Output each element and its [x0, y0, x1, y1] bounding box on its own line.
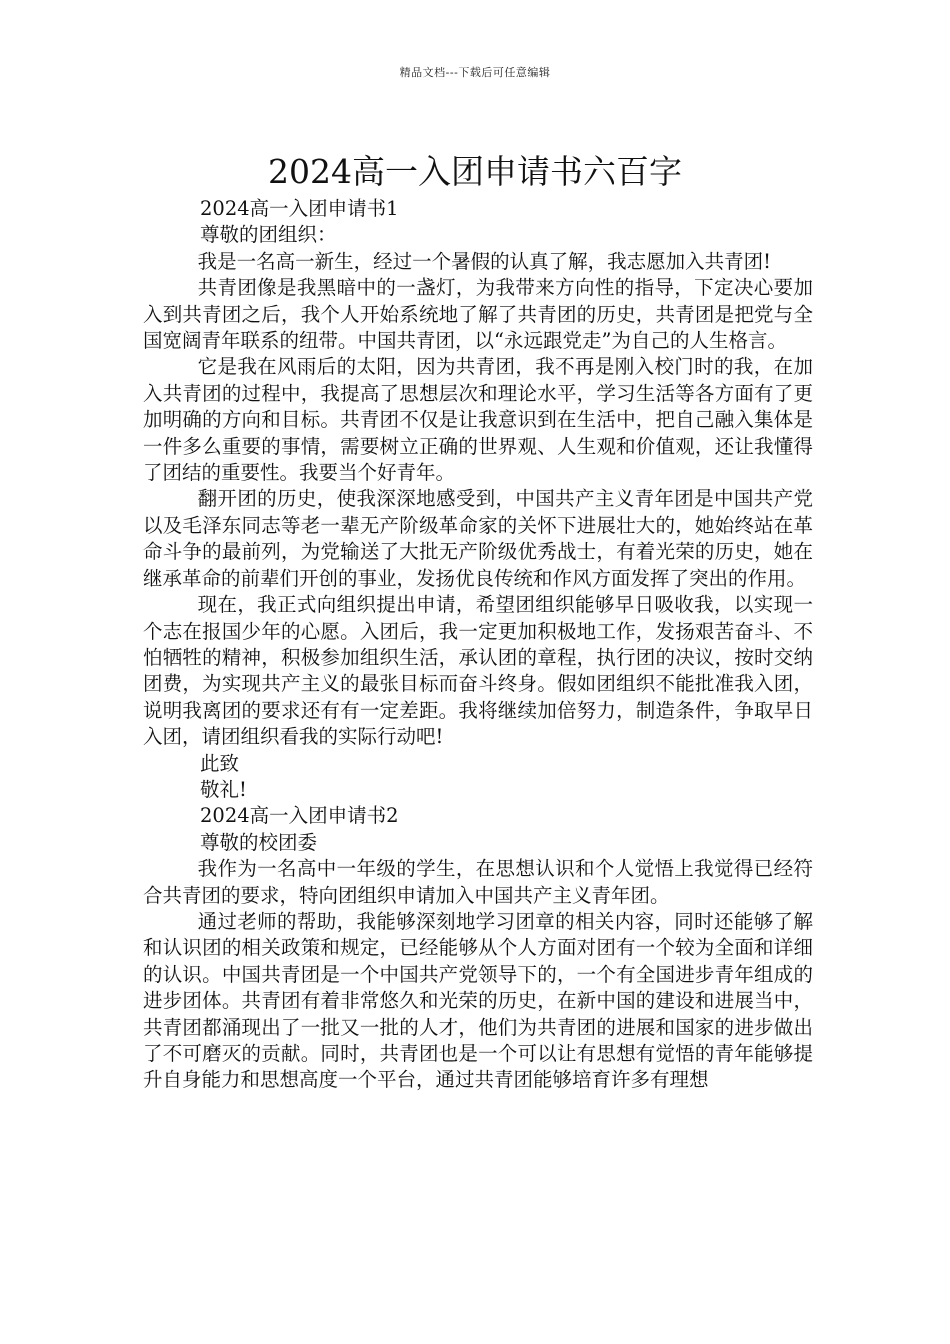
letter2-paragraph: 我作为一名高中一年级的学生，在思想认识和个人觉悟上我觉得已经符合共青团的要求，特向团组织申请加入中国共产主义青年团。: [143, 857, 813, 907]
letter1-salutation: 尊敬的团组织：: [200, 223, 337, 247]
letter1-paragraph: 现在，我正式向组织提出申请，希望团组织能够早日吸收我，以实现一个志在报国少年的心愿。入团后，我一定更加积极地工作，发扬艰苦奋斗、不怕牺牲的精神，积极参加组织生活，承认团的章程，执行团的决议，按时交纳团费，为实现共产主义的最张目标而奋斗终身。假如团组织不能批准我入团，说明我离团的要求还有有一定差距。我将继续加倍努力，制造条件，争取早日入团，请团组织看我的实际行动吧!: [143, 593, 813, 749]
document-body: [143, 196, 813, 1094]
letter1-paragraph: 共青团像是我黑暗中的一盏灯，为我带来方向性的指导，下定决心要加入到共青团之后，我个人开始系统地了解了共青团的历史，共青团是把党与全国宽阔青年联系的纽带。中国共青团，以“永远跟党走”为自己的人生格言。: [143, 276, 813, 353]
letter1-paragraph: 翻开团的历史，使我深深地感受到，中国共产主义青年团是中国共产党以及毛泽东同志等老一辈无产阶级革命家的关怀下进展壮大的，她始终站在革命斗争的最前列，为党输送了大批无产阶级优秀战士，有着光荣的历史，她在继承革命的前辈们开创的事业，发扬优良传统和作风方面发挥了突出的作用。: [143, 487, 813, 590]
letter1-paragraph: 它是我在风雨后的太阳，因为共青团，我不再是刚入校门时的我，在加入共青团的过程中，我提高了思想层次和理论水平，学习生活等各方面有了更加明确的方向和目标。共青团不仅是让我意识到在生活中，把自己融入集体是一件多么重要的事情，需要树立正确的世界观、人生观和价值观，还让我懂得了团结的重要性。我要当个好青年。: [143, 355, 813, 485]
letter1-regards: 敬礼!: [200, 777, 247, 801]
letter1-heading: 2024高一入团申请书1: [200, 197, 399, 220]
letter2-paragraph: 通过老师的帮助，我能够深刻地学习团章的相关内容，同时还能够了解和认识团的相关政策和规定，已经能够从个人方面对团有一个较为全面和详细的认识。中国共青团是一个中国共产党领导下的，一个有全国进步青年组成的进步团体。共青团有着非常悠久和光荣的历史，在新中国的建设和进展当中，共青团都涌现出了一批又一批的人才，他们为共青团的进展和国家的进步做出了不可磨灭的贡献。同时，共青团也是一个可以让有思想有觉悟的青年能够提升自身能力和思想高度一个平台，通过共青团能够培育许多有理想: [143, 909, 813, 1092]
letter2-salutation: 尊敬的校团委: [200, 830, 318, 854]
letter1-paragraph: 我是一名高一新生，经过一个暑假的认真了解，我志愿加入共青团!: [197, 249, 771, 273]
page-header: 精品文档---下载后可任意编辑: [399, 66, 551, 79]
letter2-heading: 2024高一入团申请书2: [200, 804, 399, 828]
document-title: 2024高一入团申请书六百字: [268, 152, 682, 192]
letter1-closing: 此致: [200, 751, 240, 775]
